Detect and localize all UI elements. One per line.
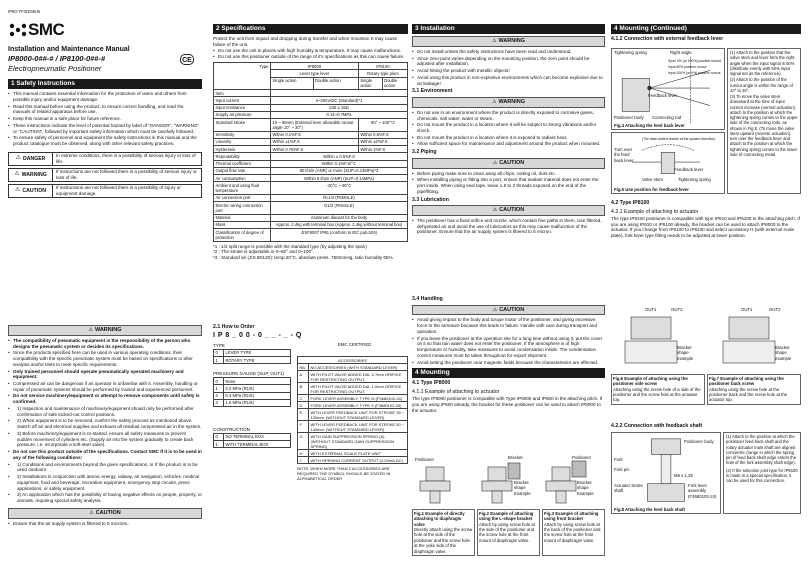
caution-banner: ⚠ CAUTION: [412, 158, 605, 169]
hazard-caution: ⚠ CAUTION If instructions are not followed there is a possibility of injury or equipment damage.: [8, 184, 202, 198]
spec-intro: Protect the unit from impact and dropping during transfer and when mounted. It may cause failure of the unit.: [213, 36, 398, 47]
mounting-figures: [412, 455, 605, 507]
warning-banner: ⚠ WARNING: [412, 97, 605, 108]
brand-logo: [8, 19, 202, 40]
fig1-caption: Fig.1 Example of directly attaching to diaphragm valve Directly attach using the screw hole at the side of the positioner and the screw hole at the yoke side of the diaphragm valve.: [412, 509, 475, 556]
construction-label: CONSTRUCTION: [213, 427, 251, 433]
how-to-order: [213, 322, 408, 481]
doc-title: Installation and Maintenance Manual: [8, 45, 130, 53]
list-item: • Ensure that the air supply system is filtered to 5 microns..: [8, 521, 202, 527]
fig8-notes: (1) Attach to the position at which the positioner feed back shaft and the rotary actuator main shaft are aligned concentric (range in which the spring pin of feed back shaft edge enters the hole of the fork assembly shaft edge). (2) If the selection joint type for IP8100 is made in a special specification, it can be used for this connection.: [723, 432, 801, 514]
warning-triangle-icon: ⚠: [491, 98, 497, 105]
fig6-caption: Fig.6 Example of attaching using the positioner side screw Attaching using the screw hole of a side of the positioner and the screw hole at the actuator top.: [611, 374, 705, 405]
mounting-captions: [412, 509, 605, 556]
pressure-table: 0 None 1 0.2 MPa (R1/8) 2 0.3 MPa (R1/8) 3 1.0 MPa (R1/8): [213, 377, 291, 407]
list-item: • If you leave the positioner at the operation site for a long time without using it, put the cover on it so that rain water does not enter the positioner. If the atmosphere is of high temperature or humidity, take measures to avoid condensation inside. The condensation control measures must be taken throughout for export shipment.: [412, 336, 605, 359]
ip8000-text: The type IP8000 positioner is compatible with Type IP6000 and IP600 in the attaching pitch. If you are using IP600 already, the bracket for these positioner can be used to attach IP8000 to the actuator.: [412, 396, 603, 413]
ip8100-subtitle: 4.2.1 Example of attaching to actuator: [611, 208, 699, 215]
fig3-caption: Fig.3 Example of attaching using front bracket Attach by using screw hole at the back of the positioner and the screw hole at the front mount of diaphragm valve.: [542, 509, 605, 556]
caution-banner: ⚠ CAUTION: [412, 305, 605, 316]
warning-triangle-icon: ⚠: [492, 159, 498, 166]
list-item: • Do not mount the product in a location where it is exposed to radiant heat.: [412, 135, 605, 141]
spec-table: Type IP8000 IP8100 Lever type lever Rotary type plum Single action Double action Single action Double action Item Input current 4~20mADC (Standard)*1 Input resistance 235 ± 15Ω Supply air pressure 0.14~0.7MPa Standard stroke 10 ~ 85mm (External lever allowable runout angle 10° ~ 30°) 60° ~ 100°*2 Sensitivity Within 0.1%F.S Within 0.5%F.S Linearity Within ±1%F.S Within ±2%F.S Hysteresis Within 0.75%F.S Within 1%F.S Repeatability Within ± 0.5%F.S Thermal coefficient Within 0.1%F.S/°C Output flow rate 80 l/min (ANR) or more (SUP=0.14MPa)*3 Air consumption Within 5 l/min (ANR) (SUP=0.14MPa) Ambient and using fluid temperature -20°C ~ 80°C Air connection port Rc1/4 (FEMALE) Electric wiring connection port G1/2 (FEMALE) Material Aluminum diecast for the body Mass Approx. 2.4kg with terminal box (Approx. 2.4kg without terminal box) Classification of degree of protection JISF8007 IP65 (conform to IEC pub.529): [213, 62, 408, 242]
emc-label: EMC CERTIFIED: [338, 342, 372, 347]
warning-triangle-icon: ⚠: [492, 306, 498, 313]
lubrication-title: 3.3 Lubrication: [412, 196, 449, 203]
how-to-order-title: 2.1 How to Order: [213, 324, 255, 330]
list-item: • Only trained personnel should operate pneumatically operated machinery and equipment.: [8, 369, 202, 380]
order-code: I P 8 _ 0 0 - 0 _ _ - _ - Q: [213, 331, 302, 339]
fig-label: Bracket shape Example: [514, 480, 531, 496]
fig67-diagram: OUT1 OUT2 Bracket shape example OUT1 OUT2 Bracket shape example: [611, 305, 801, 373]
handling-title: 3.4 Handling: [412, 296, 443, 302]
ip8000-subtitle: 4.1.1 Example of attaching to actuator: [412, 388, 500, 395]
fig2-caption: Fig.2 Example of attaching using the L-shape bracket Attach by using screw hole at the side of the positioner and the screw hole at the front mount of diaphragm valve.: [477, 509, 540, 556]
list-item: • 1) Inspection and maintenance of machinery/equipment should only be performed after confirmation of safe locked-out control positions.: [8, 406, 202, 417]
product-name: Electropneumatic Positioner: [8, 63, 102, 73]
hazard-danger: ⚠ DANGER In extreme conditions, there is a possibility of serious injury or loss of life.: [8, 152, 202, 166]
list-item: • 2) Installations in conjunction with atomic energy, railway, air navigation, vehicles, medical equipment, food and beverage, recreation equipment, emergency stop circuits, press applications, or safety equipment.: [8, 474, 202, 491]
list-item: • To ensure safety of personnel and equipment the safety instructions in this manual and the product catalogue must be observed, along with other relevant safety practices.: [8, 135, 202, 146]
ip8000-title: 4.1 Type IP8000: [412, 380, 451, 387]
fig-label: Bracket shape Example: [577, 480, 594, 496]
environment-title: 3.1 Environment: [412, 88, 453, 95]
mounting-continued-title: 4 Mounting (Continued): [611, 24, 801, 34]
safety-bullets: [8, 91, 202, 147]
fig-label: Bracket: [508, 455, 523, 460]
warning-triangle-icon: ⚠: [492, 207, 498, 213]
column-3: [412, 0, 605, 554]
pressure-label: PRESSURE GAUGE (SUP, OUT1): [213, 371, 285, 377]
list-item: • When installing piping or fitting into a port, ensure that sealant material does not enter the port inside. When using seal tape, leave 1.5 to 2 threads exposed on the end of the pipe/fitting.: [412, 177, 605, 194]
list-item: • Do not use in an environment where the product is directly exposed to corrosive gases, chemicals, salt water, water or steam.: [412, 110, 605, 121]
list-item: • 1) Conditions and environments beyond the given specifications, or if the product is to be used outdoors.: [8, 462, 202, 473]
list-item: • Avoid setting the positioner near magnetic fields because the characteristics are effected.: [412, 360, 605, 366]
column-4: [611, 0, 801, 512]
list-item: • Before piping make sure to clean away all chips, cutting oil, dust etc.: [412, 171, 605, 177]
fig-label: Positioner: [415, 457, 435, 462]
feedback-lever-title: 4.1.2 Connection with external feedback lever: [611, 36, 724, 43]
list-item: • These instructions indicate the level of potential hazard by label of "DANGER", "WARNING" or "CAUTION", followed by important safety information which must be carefully followed.: [8, 123, 202, 134]
construction-table: 0 NO TERMINAL BOX 1 WITH TERMINAL BOX: [213, 433, 291, 449]
list-item: • Avoid using this product in non-explosive environments which can become explosive due to air leakage!: [412, 75, 605, 86]
warning-triangle-icon: ⚠: [89, 509, 94, 516]
feedback-shaft-figure: [612, 433, 720, 513]
warning-triangle-icon: ⚠: [14, 187, 21, 194]
list-item: • Do not use this product outside of the specifications. Contact SMC if it is to be used in any of the following conditions:: [8, 449, 202, 460]
list-item: • 3) An application which has the possibility of having negative effects on people, property, or animals, requiring special safety analysis.: [8, 492, 202, 503]
warning-triangle-icon: ⚠: [15, 155, 21, 162]
fig4-diagram: Tightening spring Right angle Span 0% (or 100%) position runout Input 50% position runout Input 100% (or 0%) position runout Feedback lever Positioner body Connecting rod Fig.4 Attaching the feed back lever: [611, 48, 725, 130]
warning-list: [8, 338, 202, 504]
caution-banner: ⚠ CAUTION: [8, 508, 202, 519]
safety-section-title: 1 Safety Instructions: [8, 79, 202, 89]
specifications-title: 2 Specifications: [213, 24, 408, 34]
type-label: TYPE: [213, 343, 225, 349]
list-item: • 2) When equipment is to be removed, confirm the safety process as mentioned above. Switch off air and electrical supplies and exhaust all residual compressed air in the system.: [8, 418, 202, 429]
list-item: • Do not mount the product in a location where it will be subject to strong vibrations and/or shock.: [412, 122, 605, 133]
mounting-title: 4 Mounting: [412, 368, 605, 378]
list-item: • Do not use the unit in places with high humidity & temperature. It may cause malfunctions.: [213, 48, 408, 54]
ip8100-text: The type IP8100 positioner is compatible with type IP610 and IP6100 in the attaching pitch. If you are using IP610 or IP6100 already, the bracket can be used to attach IP8000 to the actuator. If you change from IP6100 to IP8100 and select accessory H (with external scale plate), fork lever type fitting needs to be adjusted at lower position.: [611, 216, 800, 239]
list-item: • Since zero-point varies depending on the mounting position, the zero point should be adjusted after installation.: [412, 56, 605, 67]
list-item: • Allow sufficient space for maintenance and adjustment around the product when mounted.: [412, 141, 605, 147]
fig7-caption: Fig.7 Example of attaching using the positioner back screw Attaching using the screw hole at the positioner back and the screw hole at the actuator top.: [707, 374, 801, 405]
list-item: • Do not install unless the safety instructions have been read and understood.: [412, 49, 605, 55]
list-item: • 3) Before machinery/equipment is re-started, ensure all safety measures to prevent sudden movement of cylinders etc. (Supply air into the system gradually to create back pressure, i.e. incorporate a soft-start valve).: [8, 431, 202, 448]
installation-title: 3 Installation: [412, 24, 605, 34]
hazard-table: [8, 152, 202, 198]
feedback-shaft-title: 4.2.2 Connection with feedback shaft: [611, 423, 703, 429]
column-2: [213, 0, 408, 481]
list-item: • Avoid giving impact to the body and torque motor of the positioner, and giving excessive force to the armature because this leads to failure. Handle with care during transport and operation.: [412, 317, 605, 334]
rotary-mount-figure: [611, 305, 801, 373]
rotary-captions: [611, 374, 801, 405]
fig8-diagram: Positioner body Fork Fork pin M6 x 1.25 Actuator stroke shaft Fork lever assembly (F3680102-24) Fig.8 Attaching the feed back shaft: [611, 432, 721, 514]
hazard-warning: ⚠ WARNING If instructions are not followed there is a possibility of serious injury or loss of life.: [8, 168, 202, 182]
list-item: • The compatibility of pneumatic equipment is the responsibility of the person who designs the pneumatic system or decides its specifications.: [8, 338, 202, 349]
list-item: • The positioner has a fixed orifice and nozzle, which contain fine paths in them. Use filtered, dehydrated air and avoid the use of lubricators as this may cause malfunction of the positioner. Ensure that the air supply system is filtered to 5 micron.: [412, 218, 605, 235]
fig-label: Positioner: [572, 455, 592, 460]
list-item: • Keep this manual in a safe place for future reference.: [8, 116, 202, 122]
caution-banner: ⚠ CAUTION: [412, 205, 605, 216]
warning-triangle-icon: ⚠: [491, 38, 497, 45]
column-1: [8, 0, 202, 526]
piping-title: 3.2 Piping: [412, 149, 437, 156]
brand-name: SMC: [28, 20, 65, 40]
warning-triangle-icon: ⚠: [88, 327, 93, 333]
ce-mark: CE: [180, 54, 194, 65]
list-item: • Do not service machinery/equipment or attempt to remove components until safety is confirmed.: [8, 393, 202, 404]
fig4-notes: (1) Attach to the position that the valve stem and lever form the right angle when the input signal is 50% (distribute evenly with 50% input signal set as the reference). (2) Attach to the position of the runout angle is within the range of 10° to 30°. (3) To move the valve stem downward at the time of input current increase (normal actuation), attach to the position at which the tightening spring comes to the upper side of the connecting rods, as shown in Fig.5. (To move the valve stem upward (reverse actuation), turn over the feedback lever and attach to the position at which the tightening spring comes to the lower side of connecting metal.: [727, 48, 801, 194]
warning-triangle-icon: ⚠: [14, 171, 20, 178]
fig5-diagram: Turn over the feed back lever (The dash-dotted double at the upward direction) Feedback lever Valve stem Tightening spring Fig.5 Use position for feedback lever: [611, 132, 725, 194]
list-item: • Read this manual before using the product, to ensure correct handling, and read the manuals of related apparatus before use.: [8, 104, 202, 115]
list-item: • This manual contains essential information for the protection of users and others from possible injury and/or equipment damage.: [8, 91, 202, 102]
list-item: • Compressed air can be dangerous if an operator is unfamiliar with it. Assembly, handling or repair of pneumatic systems should be performed by trained and experienced personnel.: [8, 381, 202, 392]
list-item: • Do not use this positioner outside of the range of it's specifications as this can cause failure.: [213, 54, 408, 60]
list-item: • Since the products specified here can be used in various operating conditions, their compatibility with the specific pneumatic system must be based on specifications or after analysis and/or tests to meet specific requirements.: [8, 350, 202, 367]
accessories-note: NOTE: WHEN MORE THAN 2 ACCESSORIES ARE REQUIRED THE SYMBOL SHOULD BE STATED IN ALPHABETICAL ORDER: [297, 466, 391, 481]
accessories-table: ACCESSORIES NIL NO ACCESSORIES (WITH STANDARD LEVER) A WITH PILOT VALVE ADDED DIA. 0.7mm ORIFICE FOR RESTRICTING OUTPUT. B WITH PILOT VALVE ADDED DIA. 1.0mm ORIFICE FOR RESTRICTING OUTPUT. C FORK LEVER ASSEMBLY, TYPE M (F3680102-24) D FORK LEVER ASSEMBLY, TYPE S (F3680102-25) E WITH LEVER FEEDBACK UNIT FOR STROKE 35 ~ 100mm. (WITHOUT STANDARD LEVER) F WITH LEVER FEEDBACK UNIT FOR STROKE 50 ~ 140mm. (WITHOUT STANDARD LEVER) G WITH GAIN SUPPRESSION SPRING (A) (WITHOUT STANDARD GAIN SUPPRESSION SPRING) H WITH EXTERNAL SCALE PLATE UNIT J WITH OPENING CURRENT OUTPUT (4-20mA DC): [297, 356, 408, 464]
model-code: IP8000-0##-# / IP8100-0##-#: [8, 54, 106, 64]
smc-logo-icon: [8, 22, 28, 38]
doc-code: IP60-TFI03GB-B: [8, 9, 40, 14]
warning-banner: ⚠ WARNING: [412, 36, 605, 47]
type-table: 0 LEVER TYPE 1 ROTARY TYPE: [213, 349, 291, 365]
spec-notes: *1 : 1/2 split range is possible with the standard type (by adjusting the span) *2 : The stroke is adjustable in 0~60° and 0~100°. *3 : Standard air (JIS B0120): temp.20°C, absolute press. 760mmHg, ratio humidity 65%.: [213, 243, 394, 261]
list-item: • Avoid hitting the product with metallic objects!: [412, 68, 605, 74]
warning-banner: ⚠ WARNING: [8, 325, 202, 336]
ip8100-title: 4.2 Type IP8100: [611, 200, 650, 206]
